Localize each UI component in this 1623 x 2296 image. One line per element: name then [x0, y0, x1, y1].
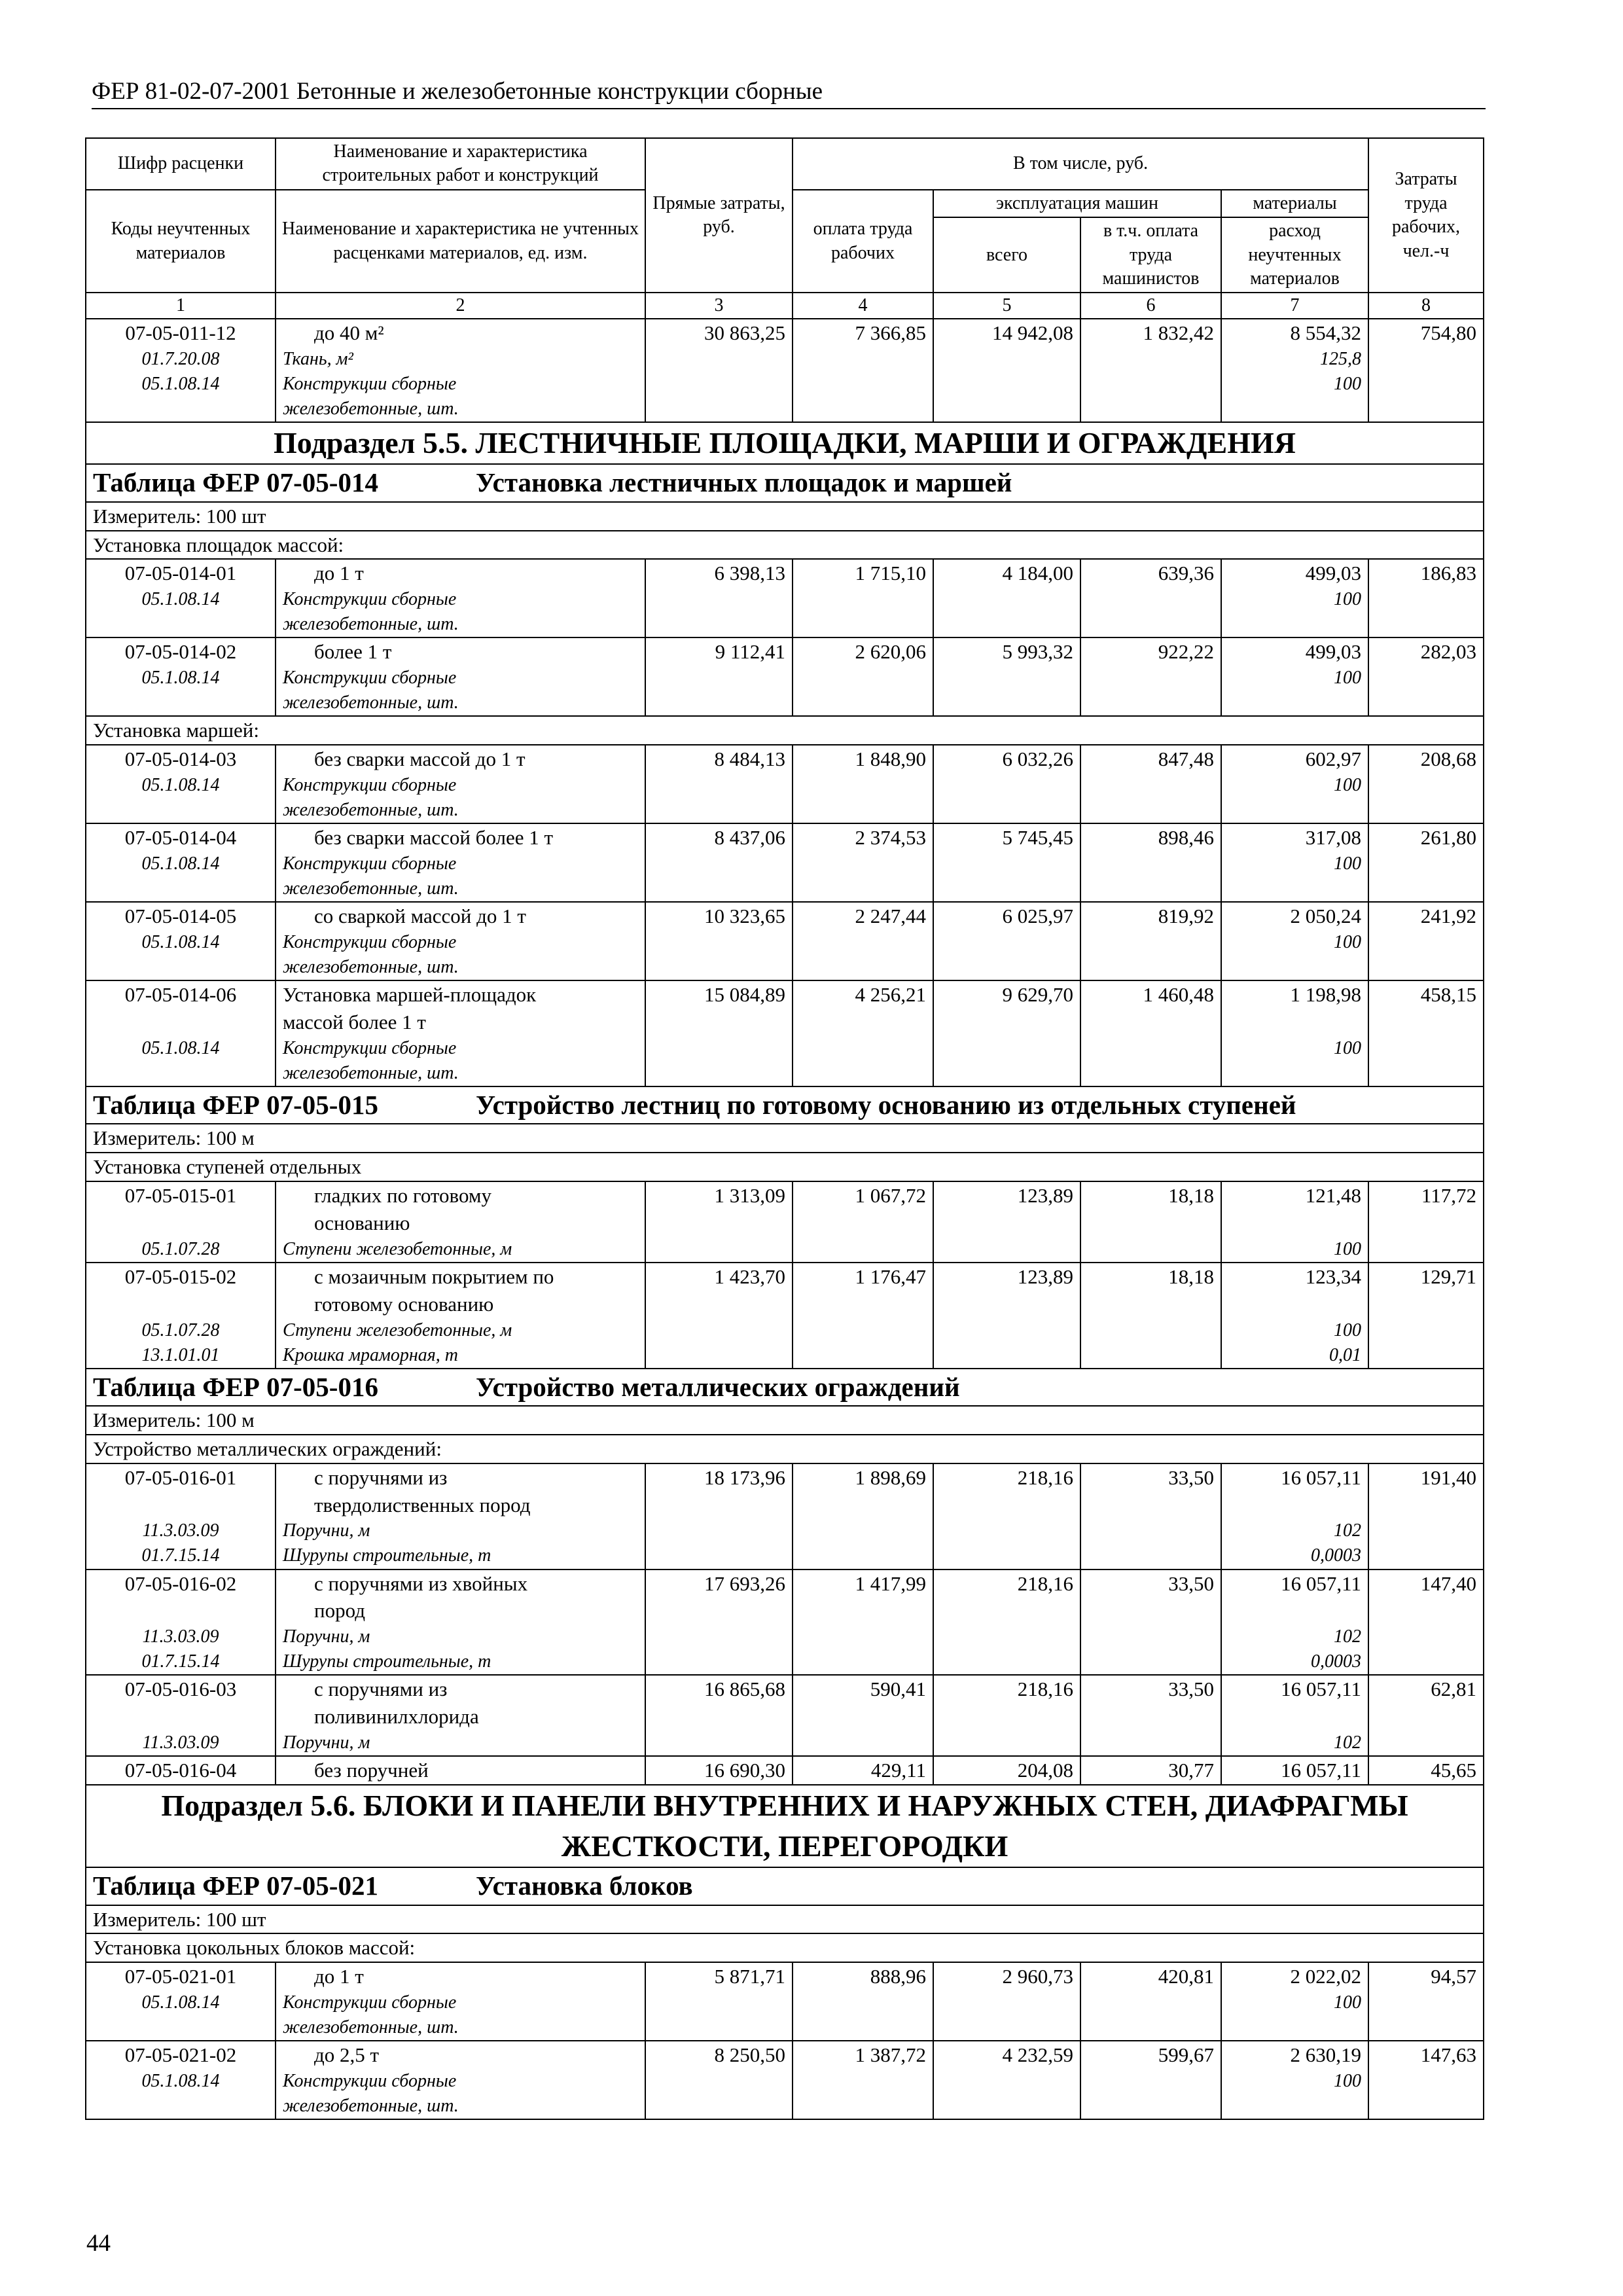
machinist-cost: 922,22: [1080, 637, 1221, 716]
direct-cost: 5 871,71: [645, 1962, 793, 2041]
table-name: Установка лестничных площадок и маршей: [476, 467, 1012, 498]
labor-cost: 1 898,69: [793, 1463, 933, 1570]
material-amount: 100: [1334, 1037, 1362, 1058]
work-name: до 40 м²: [314, 321, 384, 345]
table-row: [86, 1463, 1484, 1570]
table-title: [86, 1369, 1484, 1406]
work-name: готовому основанию: [314, 1292, 494, 1316]
machine-cost: 204,08: [933, 1756, 1080, 1785]
labor-cost: 2 247,44: [793, 902, 933, 980]
material-code: 05.1.08.14: [141, 1037, 220, 1058]
price-table: [85, 137, 1484, 2120]
rate-code: 07-05-016-03: [124, 1677, 237, 1701]
page-number: 44: [86, 2230, 111, 2257]
table-number: Таблица ФЕР 07-05-014: [93, 467, 378, 498]
work-name: до 1 т: [314, 1965, 364, 1988]
material-amount: 100: [1334, 1992, 1362, 2013]
labor-cost: 429,11: [793, 1756, 933, 1785]
material-cost: 16 057,11: [1221, 1756, 1368, 1785]
machinist-cost: 1 832,42: [1080, 319, 1221, 422]
table-row: [86, 1570, 1484, 1676]
subsection-title-line: Подраздел 5.6. БЛОКИ И ПАНЕЛИ ВНУТРЕННИХ И НАРУЖНЫХ СТЕН, ДИАФРАГМЫ: [161, 1789, 1408, 1822]
material-name: Поручни, м: [283, 1626, 370, 1647]
material-amount: 102: [1334, 1520, 1362, 1541]
col-mach-total-header: всего: [933, 217, 1080, 293]
work-name: основанию: [314, 1211, 410, 1234]
table-title: [86, 464, 1484, 501]
material-name: железобетонные, шт.: [283, 692, 459, 713]
material-name: Конструкции сборные: [283, 853, 457, 874]
material-name: Конструкции сборные: [283, 589, 457, 610]
labor-hours: 117,72: [1368, 1181, 1484, 1263]
measure-unit: Измеритель: 100 м: [86, 1406, 1484, 1435]
rate-code: 07-05-014-01: [124, 562, 237, 585]
material-cost: 317,08: [1305, 826, 1362, 850]
direct-cost: 10 323,65: [645, 902, 793, 980]
work-name: с мозаичным покрытием по: [314, 1265, 554, 1288]
material-cost: 8 554,32: [1290, 321, 1362, 345]
machine-cost: 123,89: [933, 1263, 1080, 1369]
material-name: железобетонные, шт.: [283, 2017, 459, 2038]
subsection-title: Подраздел 5.5. ЛЕСТНИЧНЫЕ ПЛОЩАДКИ, МАРШИ И ОГРАЖДЕНИЯ: [86, 422, 1484, 464]
measure-unit: Измеритель: 100 шт: [86, 1905, 1484, 1934]
material-name: Конструкции сборные: [283, 2071, 457, 2092]
machinist-cost: 1 460,48: [1080, 980, 1221, 1086]
direct-cost: 16 690,30: [645, 1756, 793, 1785]
direct-cost: 30 863,25: [645, 319, 793, 422]
material-cost: 123,34: [1305, 1265, 1362, 1288]
group-label: Установка маршей:: [86, 716, 1484, 745]
material-name: Крошка мраморная, т: [283, 1344, 458, 1365]
material-code: 05.1.08.14: [141, 853, 220, 874]
labor-hours: 241,92: [1368, 902, 1484, 980]
table-row: [86, 1962, 1484, 2041]
machine-cost: 123,89: [933, 1181, 1080, 1263]
material-name: железобетонные, шт.: [283, 2096, 459, 2117]
material-amount: 125,8: [1320, 348, 1362, 369]
material-code: 05.1.07.28: [141, 1319, 220, 1340]
table-number: Таблица ФЕР 07-05-021: [93, 1871, 378, 1901]
table-row: [86, 637, 1484, 716]
table-row: [86, 823, 1484, 902]
rate-code: 07-05-021-01: [124, 1965, 237, 1988]
labor-hours: 62,81: [1368, 1675, 1484, 1756]
material-code: 11.3.03.09: [142, 1732, 219, 1753]
material-cost: 16 057,11: [1281, 1465, 1362, 1489]
material-code: 05.1.08.14: [141, 668, 220, 689]
table-title: [86, 1086, 1484, 1124]
labor-hours: 45,65: [1368, 1756, 1484, 1785]
measure-unit: Измеритель: 100 шт: [86, 502, 1484, 531]
material-name: Поручни, м: [283, 1732, 370, 1753]
labor-cost: 590,41: [793, 1675, 933, 1756]
material-name: Ступени железобетонные, м: [283, 1238, 512, 1259]
labor-hours: 261,80: [1368, 823, 1484, 902]
material-amount: 100: [1334, 1319, 1362, 1340]
table-row: [86, 1756, 1484, 1785]
material-name: Конструкции сборные: [283, 1992, 457, 2013]
material-cost: 16 057,11: [1281, 1677, 1362, 1701]
col-machines-header: эксплуатация машин: [933, 190, 1221, 217]
col-num: 6: [1080, 293, 1221, 319]
col-materials-header: материалы: [1221, 190, 1368, 217]
table-name: Установка блоков: [476, 1871, 693, 1901]
labor-cost: 1 387,72: [793, 2041, 933, 2119]
labor-cost: 2 620,06: [793, 637, 933, 716]
material-cost: 121,48: [1305, 1184, 1362, 1208]
material-code: 01.7.15.14: [141, 1651, 220, 1672]
material-cost: 499,03: [1305, 640, 1362, 664]
material-name: Конструкции сборные: [283, 374, 457, 395]
material-name: Конструкции сборные: [283, 932, 457, 953]
table-row: [86, 2041, 1484, 2119]
direct-cost: 17 693,26: [645, 1570, 793, 1676]
material-code: 05.1.08.14: [141, 1992, 220, 2013]
rate-code: 07-05-016-01: [124, 1465, 237, 1489]
labor-cost: 1 067,72: [793, 1181, 933, 1263]
col-mat-unacc-header: расход неучтенных материалов: [1221, 217, 1368, 293]
work-name: более 1 т: [314, 640, 392, 664]
labor-hours: 208,68: [1368, 745, 1484, 823]
work-name: Установка маршей-площадок: [283, 983, 537, 1007]
material-cost: 2 630,19: [1290, 2043, 1362, 2067]
material-name: железобетонные, шт.: [283, 957, 459, 978]
material-code: 05.1.08.14: [141, 932, 220, 953]
col-num: 7: [1221, 293, 1368, 319]
work-name: до 2,5 т: [314, 2043, 380, 2067]
group-label: Установка цокольных блоков массой:: [86, 1933, 1484, 1962]
machine-cost: 218,16: [933, 1570, 1080, 1676]
labor-cost: 1 715,10: [793, 559, 933, 637]
material-name: железобетонные, шт.: [283, 878, 459, 899]
col-num: 2: [276, 293, 645, 319]
machine-cost: 5 993,32: [933, 637, 1080, 716]
machinist-cost: 33,50: [1080, 1463, 1221, 1570]
material-code: 01.7.15.14: [141, 1545, 220, 1566]
material-name: Шурупы строительные, т: [283, 1545, 491, 1566]
work-name: со сваркой массой до 1 т: [314, 905, 526, 928]
material-name: Конструкции сборные: [283, 775, 457, 796]
table-row: [86, 1181, 1484, 1263]
work-name: гладких по готовому: [314, 1184, 492, 1208]
machinist-cost: 847,48: [1080, 745, 1221, 823]
labor-hours: 147,40: [1368, 1570, 1484, 1676]
work-name: без сварки массой до 1 т: [314, 747, 526, 771]
machinist-cost: 30,77: [1080, 1756, 1221, 1785]
direct-cost: 16 865,68: [645, 1675, 793, 1756]
material-name: железобетонные, шт.: [283, 800, 459, 821]
rate-code: 07-05-021-02: [124, 2043, 237, 2067]
subsection-title-line: ЖЕСТКОСТИ, ПЕРЕГОРОДКИ: [561, 1829, 1008, 1863]
labor-hours: 186,83: [1368, 559, 1484, 637]
machine-cost: 4 232,59: [933, 2041, 1080, 2119]
labor-hours: 129,71: [1368, 1263, 1484, 1369]
rate-code: 07-05-016-04: [124, 1759, 237, 1782]
table-name: Устройство лестниц по готовому основанию из отдельных ступеней: [476, 1090, 1296, 1121]
labor-hours: 94,57: [1368, 1962, 1484, 2041]
material-name: Шурупы строительные, т: [283, 1651, 491, 1672]
direct-cost: 8 484,13: [645, 745, 793, 823]
col-code-header: Шифр расценки: [86, 138, 276, 190]
labor-cost: 888,96: [793, 1962, 933, 2041]
material-amount: 102: [1334, 1732, 1362, 1753]
col-unacc-codes-header: Коды неучтенных материалов: [86, 190, 276, 293]
material-code: 11.3.03.09: [142, 1626, 219, 1647]
labor-hours: 191,40: [1368, 1463, 1484, 1570]
material-name: Ступени железобетонные, м: [283, 1319, 512, 1340]
col-num: 1: [86, 293, 276, 319]
col-unacc-names-header: Наименование и характеристика не учтенных расценками материалов, ед. изм.: [276, 190, 645, 293]
rate-code: 07-05-011-12: [125, 321, 236, 345]
labor-hours: 458,15: [1368, 980, 1484, 1086]
table-row: [86, 980, 1484, 1086]
machinist-cost: 599,67: [1080, 2041, 1221, 2119]
rate-code: 07-05-014-02: [124, 640, 237, 664]
column-numbers-row: [86, 293, 1484, 319]
subsection-title: [86, 1785, 1484, 1867]
labor-cost: 1 176,47: [793, 1263, 933, 1369]
machine-cost: 9 629,70: [933, 980, 1080, 1086]
labor-cost: 2 374,53: [793, 823, 933, 902]
rate-code: 07-05-015-01: [124, 1184, 237, 1208]
material-cost: 2 022,02: [1290, 1965, 1362, 1988]
material-name: железобетонные, шт.: [283, 1062, 459, 1083]
direct-cost: 9 112,41: [645, 637, 793, 716]
direct-cost: 18 173,96: [645, 1463, 793, 1570]
table-row: [86, 319, 1484, 422]
col-num: 3: [645, 293, 793, 319]
material-code: 13.1.01.01: [141, 1344, 220, 1365]
col-num: 5: [933, 293, 1080, 319]
material-code: 05.1.08.14: [141, 2071, 220, 2092]
group-label: Установка площадок массой:: [86, 531, 1484, 560]
material-name: железобетонные, шт.: [283, 399, 459, 420]
machinist-cost: 33,50: [1080, 1675, 1221, 1756]
labor-cost: 7 366,85: [793, 319, 933, 422]
work-name: без поручней: [314, 1759, 429, 1782]
work-name: массой более 1 т: [283, 1011, 426, 1034]
machinist-cost: 420,81: [1080, 1962, 1221, 2041]
material-amount: 0,01: [1329, 1344, 1362, 1365]
rate-code: 07-05-015-02: [124, 1265, 237, 1288]
rate-code: 07-05-014-04: [124, 826, 237, 850]
table-row: [86, 902, 1484, 980]
material-code: 01.7.20.08: [141, 348, 220, 369]
material-amount: 102: [1334, 1626, 1362, 1647]
material-amount: 0,0003: [1311, 1651, 1362, 1672]
work-name: твердолиственных пород: [314, 1493, 531, 1516]
labor-hours: 147,63: [1368, 2041, 1484, 2119]
material-cost: 602,97: [1305, 747, 1362, 771]
machine-cost: 6 032,26: [933, 745, 1080, 823]
col-num: 4: [793, 293, 933, 319]
material-name: Поручни, м: [283, 1520, 370, 1541]
work-name: поливинилхлорида: [314, 1705, 479, 1729]
table-row: [86, 745, 1484, 823]
labor-hours: 282,03: [1368, 637, 1484, 716]
direct-cost: 6 398,13: [645, 559, 793, 637]
material-amount: 100: [1334, 589, 1362, 610]
col-incl-header: В том числе, руб.: [793, 138, 1368, 190]
material-amount: 100: [1334, 1238, 1362, 1259]
table-number: Таблица ФЕР 07-05-016: [93, 1371, 378, 1402]
material-name: железобетонные, шт.: [283, 614, 459, 635]
machine-cost: 2 960,73: [933, 1962, 1080, 2041]
material-code: 05.1.07.28: [141, 1238, 220, 1259]
material-amount: 100: [1334, 775, 1362, 796]
col-labor-header: оплата труда рабочих: [793, 190, 933, 293]
group-label: Устройство металлических ограждений:: [86, 1435, 1484, 1463]
work-name: пород: [314, 1599, 365, 1623]
machinist-cost: 33,50: [1080, 1570, 1221, 1676]
direct-cost: 15 084,89: [645, 980, 793, 1086]
work-name: с поручнями из: [314, 1677, 448, 1701]
table-row: [86, 1675, 1484, 1756]
machinist-cost: 898,46: [1080, 823, 1221, 902]
table-name: Устройство металлических ограждений: [476, 1371, 960, 1402]
work-name: без сварки массой более 1 т: [314, 826, 554, 850]
rate-code: 07-05-014-06: [124, 983, 237, 1007]
material-amount: 100: [1334, 853, 1362, 874]
machinist-cost: 18,18: [1080, 1181, 1221, 1263]
material-amount: 100: [1334, 932, 1362, 953]
machine-cost: 14 942,08: [933, 319, 1080, 422]
material-amount: 0,0003: [1311, 1545, 1362, 1566]
material-code: 05.1.08.14: [141, 589, 220, 610]
group-label: Установка ступеней отдельных: [86, 1153, 1484, 1181]
material-cost: 2 050,24: [1290, 905, 1362, 928]
material-name: Ткань, м²: [283, 348, 353, 369]
direct-cost: 8 437,06: [645, 823, 793, 902]
table-title: [86, 1867, 1484, 1905]
machine-cost: 218,16: [933, 1463, 1080, 1570]
machinist-cost: 639,36: [1080, 559, 1221, 637]
rate-code: 07-05-016-02: [124, 1571, 237, 1595]
labor-cost: 4 256,21: [793, 980, 933, 1086]
col-hours-header: Затраты труда рабочих, чел.-ч: [1368, 138, 1484, 293]
material-amount: 100: [1334, 2071, 1362, 2092]
direct-cost: 1 313,09: [645, 1181, 793, 1263]
table-row: [86, 559, 1484, 637]
material-cost: 499,03: [1305, 562, 1362, 585]
material-code: 11.3.03.09: [142, 1520, 219, 1541]
col-num: 8: [1368, 293, 1484, 319]
material-name: Конструкции сборные: [283, 668, 457, 689]
material-amount: 100: [1334, 668, 1362, 689]
material-code: 05.1.08.14: [141, 775, 220, 796]
machine-cost: 4 184,00: [933, 559, 1080, 637]
rate-code: 07-05-014-05: [124, 905, 237, 928]
labor-cost: 1 848,90: [793, 745, 933, 823]
material-amount: 100: [1334, 374, 1362, 395]
material-name: Конструкции сборные: [283, 1037, 457, 1058]
table-number: Таблица ФЕР 07-05-015: [93, 1090, 378, 1121]
material-cost: 1 198,98: [1290, 983, 1362, 1007]
material-code: 05.1.08.14: [141, 374, 220, 395]
table-row: [86, 1263, 1484, 1369]
work-name: с поручнями из: [314, 1465, 448, 1489]
page-header: ФЕР 81-02-07-2001 Бетонные и железобетонные конструкции сборные: [92, 77, 1486, 109]
col-name-header: Наименование и характеристика строительных работ и конструкций: [276, 138, 645, 190]
measure-unit: Измеритель: 100 м: [86, 1124, 1484, 1153]
labor-hours: 754,80: [1368, 319, 1484, 422]
col-direct-header: Прямые затраты, руб.: [645, 138, 793, 293]
material-cost: 16 057,11: [1281, 1571, 1362, 1595]
machinist-cost: 819,92: [1080, 902, 1221, 980]
direct-cost: 8 250,50: [645, 2041, 793, 2119]
work-name: до 1 т: [314, 562, 364, 585]
machine-cost: 6 025,97: [933, 902, 1080, 980]
labor-cost: 1 417,99: [793, 1570, 933, 1676]
work-name: с поручнями из хвойных: [314, 1571, 528, 1595]
rate-code: 07-05-014-03: [124, 747, 237, 771]
machine-cost: 218,16: [933, 1675, 1080, 1756]
col-mach-labor-header: в т.ч. оплата труда машинистов: [1080, 217, 1221, 293]
machinist-cost: 18,18: [1080, 1263, 1221, 1369]
direct-cost: 1 423,70: [645, 1263, 793, 1369]
machine-cost: 5 745,45: [933, 823, 1080, 902]
